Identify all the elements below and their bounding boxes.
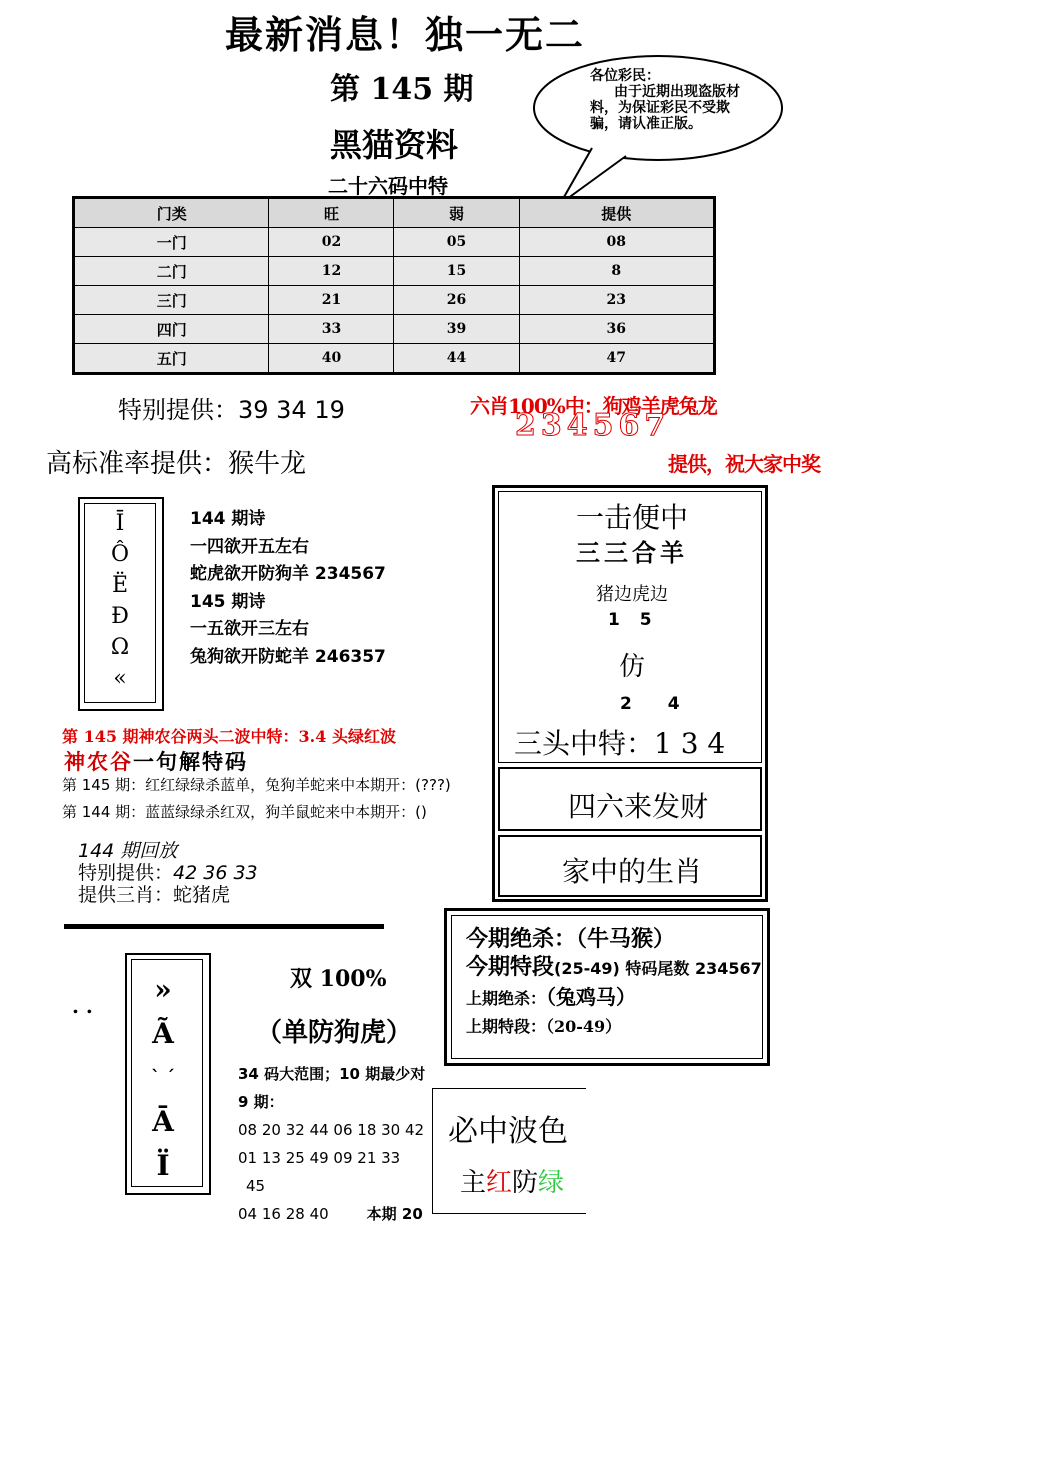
number-row — [238, 1200, 425, 1228]
glyph: Ā — [152, 1105, 174, 1138]
high-standard-offer: 高标准率提供：猴牛龙 — [46, 449, 307, 479]
table-header-row — [74, 198, 715, 228]
poem-line: 蛇虎欲开防狗羊 234567 — [190, 564, 386, 584]
number-row: 45 — [246, 1177, 266, 1195]
wave-red: 红 — [486, 1168, 513, 1198]
glyph: Ð — [111, 604, 129, 629]
number-table — [72, 196, 716, 375]
number-row: 08 20 32 44 06 18 30 42 — [238, 1121, 425, 1139]
table-header: 旺 — [269, 198, 394, 228]
glyph: » — [154, 973, 172, 1006]
glyph: Ω — [110, 635, 130, 660]
table-cell: 一门 — [74, 228, 269, 257]
home-zodiac: 家中的生肖 — [561, 855, 702, 888]
kill-line-4: 上期特段：（20-49） — [466, 1017, 622, 1036]
numbers-block — [238, 1060, 425, 1228]
table-row — [74, 315, 715, 344]
special-offer: 特别提供：39 34 19 — [118, 396, 345, 424]
poem-glyph-column — [100, 508, 140, 694]
kill-line-2-small: (25-49) 特码尾数 234567 — [554, 959, 762, 978]
table-cell: 05 — [394, 228, 519, 257]
table-cell: 47 — [519, 344, 714, 374]
review-special — [78, 862, 258, 884]
poem-line: 144 期诗 — [190, 509, 266, 529]
table-header: 门类 — [74, 198, 269, 228]
table-cell: 39 — [394, 315, 519, 344]
issue-number: 第 145 期 — [330, 72, 474, 107]
shennong-black: 一句解特码 — [133, 749, 248, 774]
six-zodiac-numbers: 234567 — [515, 408, 671, 443]
table-cell: 36 — [519, 315, 714, 344]
three-head-special: 三头中特：1 3 4 — [514, 727, 726, 760]
table-row — [74, 286, 715, 315]
table-cell: 二门 — [74, 257, 269, 286]
table-row — [74, 228, 715, 257]
glyph: « — [113, 666, 127, 691]
wave-guard: 防 — [512, 1168, 539, 1198]
range-title: 34 码大范围；10 期最少对 — [238, 1065, 426, 1083]
fang-char: 仿 — [618, 652, 645, 682]
kill-line-3-label: 上期绝杀： — [466, 989, 547, 1008]
shennong-title — [64, 746, 248, 776]
table-cell: 33 — [269, 315, 394, 344]
numbers-2-4: 2 4 — [620, 694, 680, 714]
divider — [64, 924, 384, 929]
this-issue: 本期 20 — [366, 1205, 423, 1223]
poem-line: 145 期诗 — [190, 591, 266, 612]
table-cell: 44 — [394, 344, 519, 374]
bubble-text — [590, 68, 740, 132]
wave-green: 绿 — [538, 1168, 565, 1198]
kill-line-2-big: 今期特段 — [466, 954, 555, 980]
glyph: Ë — [111, 573, 129, 598]
line-144: 第 144 期：蓝蓝绿绿杀红双，狗羊鼠蛇来中本期开：() — [62, 803, 427, 821]
table-cell: 23 — [519, 286, 714, 315]
table-cell: 08 — [519, 228, 714, 257]
subtitle: 二十六码中特 — [328, 174, 448, 198]
kill-line-2 — [466, 953, 762, 983]
brand-title: 黑猫资料 — [330, 126, 459, 164]
bubble-greeting: 各位彩民： — [590, 68, 660, 84]
double-100: 双 100% — [290, 966, 387, 992]
table-cell: 五门 — [74, 344, 269, 374]
single-guard: （单防狗虎） — [256, 1018, 413, 1048]
wave-title: 必中波色 — [448, 1114, 568, 1149]
review-block — [78, 840, 258, 906]
poem-line: 兔狗欲开防蛇羊 246357 — [190, 646, 386, 667]
number-row-values: 04 16 28 40 — [238, 1205, 329, 1223]
kill-box-text — [466, 925, 762, 1041]
numbers-1-5: 1 5 — [608, 610, 652, 630]
bubble-body: 由于近期出现盗版材料，为保证彩民不受欺骗，请认准正版。 — [590, 84, 740, 132]
glyph-box-column — [148, 968, 178, 1188]
review-special-label: 特别提供： — [78, 862, 174, 884]
table-cell: 三门 — [74, 286, 269, 315]
table-header: 提供 — [519, 198, 714, 228]
kill-line-3 — [466, 983, 762, 1013]
pig-tiger: 猪边虎边 — [596, 584, 668, 605]
table-cell: 15 — [394, 257, 519, 286]
poem-line: 一四欲开五左右 — [190, 536, 309, 557]
poem-text — [190, 506, 386, 671]
line-145: 第 145 期：红红绿绿杀蓝单，兔狗羊蛇来中本期开：(???) — [62, 776, 451, 794]
poem-line: 一五欲开三左右 — [190, 619, 309, 639]
wave-line — [460, 1162, 564, 1199]
table-cell: 8 — [519, 257, 714, 286]
table-row — [74, 344, 715, 374]
kill-line-3-val: （兔鸡马） — [546, 985, 637, 1009]
hit-title: 一击便中 — [575, 501, 688, 534]
wave-main: 主 — [460, 1168, 487, 1198]
glyph: Ô — [110, 542, 130, 567]
shennong-red: 神农谷 — [64, 749, 133, 774]
shennong-red-line: 第 145 期神农谷两头二波中特：3.4 头绿红波 — [62, 727, 396, 746]
number-row: 01 13 25 49 09 21 33 — [238, 1149, 401, 1167]
page-title: 最新消息！独一无二 — [225, 12, 586, 57]
table-cell: 02 — [269, 228, 394, 257]
six-zodiac-line: 六肖100%中：狗鸡羊虎兔龙 — [470, 394, 717, 418]
glyph: Ï — [156, 1149, 170, 1182]
review-title: 144 期回放 — [78, 840, 178, 862]
table-cell: 四门 — [74, 315, 269, 344]
kill-line-1: 今期绝杀：（牛马猴） — [466, 926, 676, 952]
wish-line: 提供，祝大家中奖 — [668, 452, 820, 476]
table-cell: 12 — [269, 257, 394, 286]
table-header: 弱 — [394, 198, 519, 228]
review-special-nums: 42 36 33 — [173, 862, 258, 884]
review-three: 提供三肖：蛇猪虎 — [78, 884, 231, 906]
four-six-fortune: 四六来发财 — [567, 790, 708, 823]
table-cell: 26 — [394, 286, 519, 315]
table-row — [74, 257, 715, 286]
table-cell: 21 — [269, 286, 394, 315]
dots: . . — [72, 994, 93, 1018]
glyph: Ã — [152, 1017, 174, 1050]
table-cell: 40 — [269, 344, 394, 374]
three-sheep: 三三合羊 — [576, 538, 688, 567]
glyph: ˋ ˊ — [150, 1067, 176, 1088]
period-label: 9 期： — [238, 1093, 284, 1111]
glyph: Ī — [115, 511, 125, 536]
